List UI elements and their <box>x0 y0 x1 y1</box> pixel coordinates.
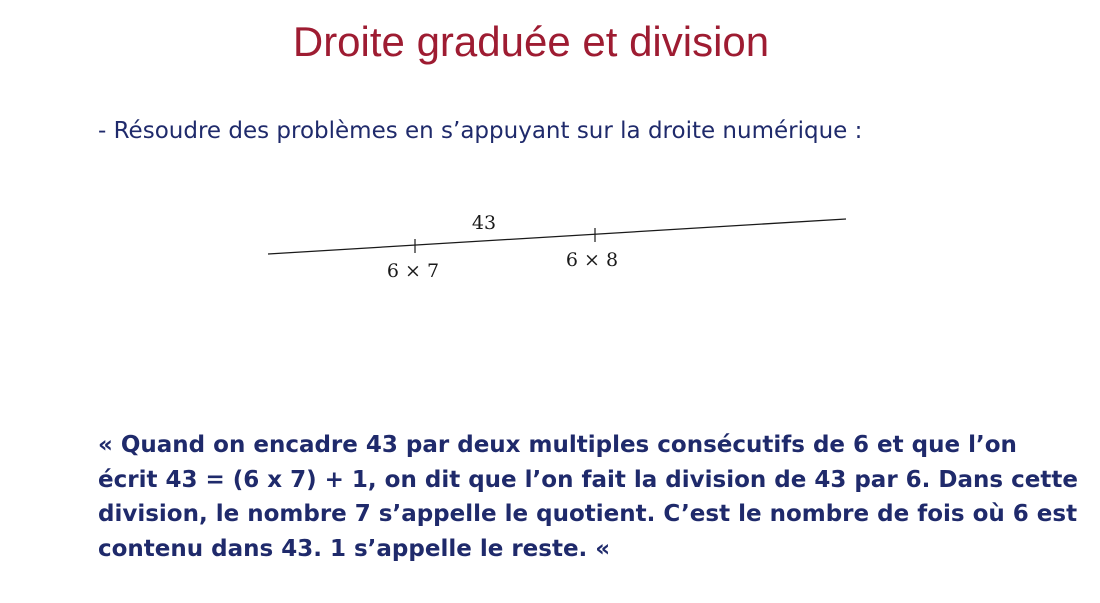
label-6x7: 6 × 7 <box>386 260 440 282</box>
number-line <box>268 219 846 254</box>
label-43: 43 <box>471 212 497 234</box>
bullet-text: - Résoudre des problèmes en s’appuyant sur la droite numérique : <box>98 118 863 144</box>
label-6x8: 6 × 8 <box>565 249 619 271</box>
definition-quote: « Quand on encadre 43 par deux multiples consécutifs de 6 et que l’on écrit 43 = (6 x 7) + 1, on dit que l’on fait la division de 43 par 6. Dans cette division, le nombre 7 s’appelle le quotient. C’est le nombre de fois où 6 est contenu dans 43. 1 s’appelle le reste. « <box>98 432 1078 562</box>
slide-title: Droite graduée et division <box>292 18 770 65</box>
